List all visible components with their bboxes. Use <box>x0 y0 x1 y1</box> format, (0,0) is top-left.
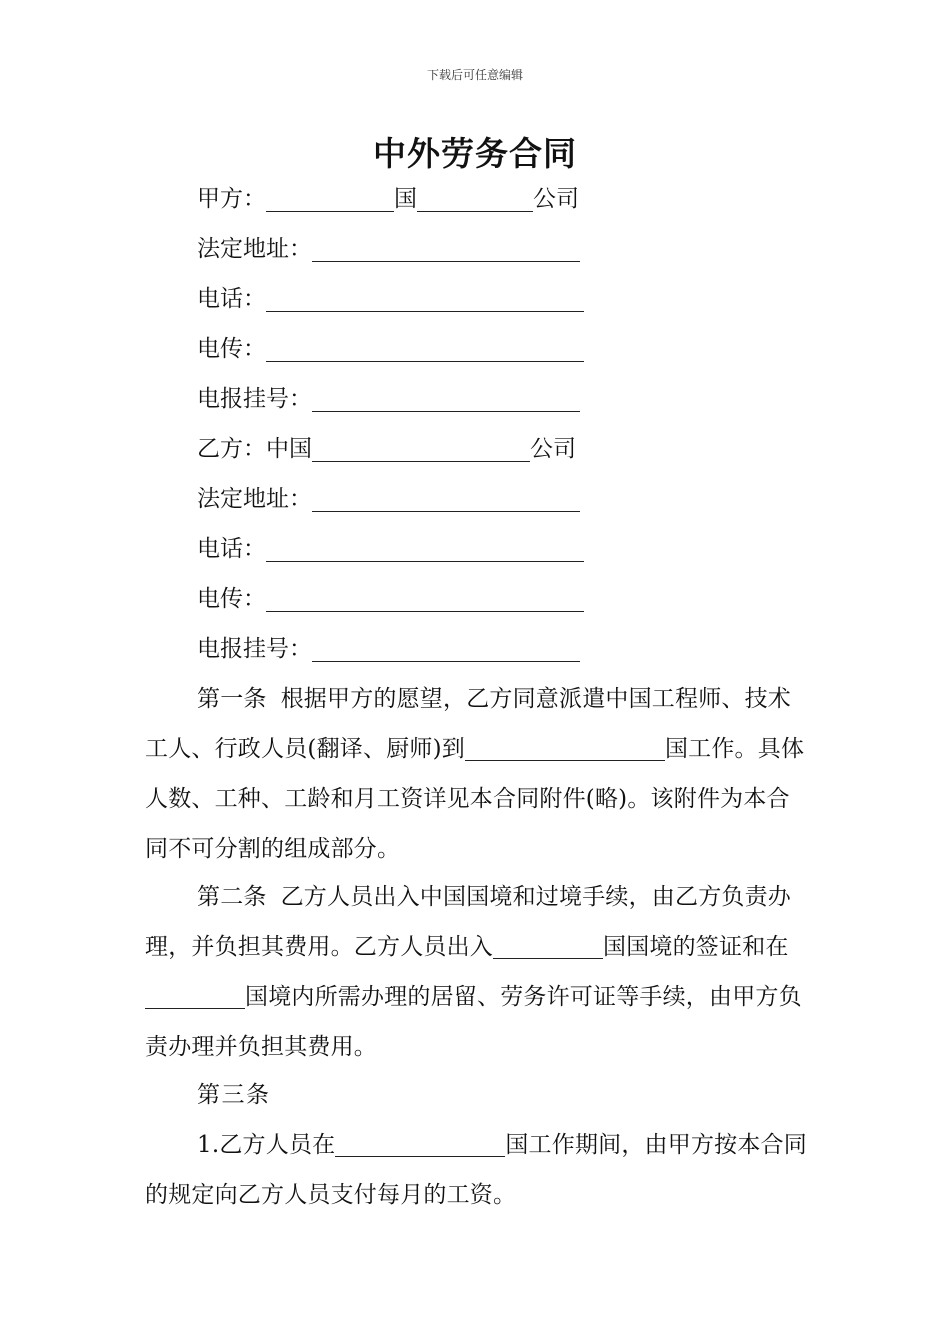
article-2-text-3: 国境内所需办理的居留、劳务许可证等手续，由甲方负责办理并负担其费用。 <box>145 984 802 1060</box>
party-a-telegram-blank <box>312 387 580 412</box>
party-b-line <box>197 432 576 466</box>
party-a-phone-blank <box>266 287 584 312</box>
party-b-fax-blank <box>266 587 584 612</box>
party-a-fax-label: 电传： <box>197 336 266 362</box>
article-3-item-1-text-1: 1.乙方人员在 <box>197 1132 336 1158</box>
article-1-country-blank <box>465 736 665 761</box>
party-a-company-blank <box>417 187 533 212</box>
article-3-heading: 第三条 <box>197 1082 271 1108</box>
party-a-label: 甲方： <box>197 186 266 212</box>
article-2-text-2: 国国境的签证和在 <box>603 934 789 960</box>
party-a-phone-line <box>197 282 584 316</box>
header-note: 下载后可任意编辑 <box>426 68 523 82</box>
article-2-country-blank-1 <box>493 934 603 959</box>
party-a-telegram-line <box>197 382 580 416</box>
party-a-phone-label: 电话： <box>197 286 266 312</box>
party-a-address-line <box>197 232 580 266</box>
party-a-address-blank <box>312 237 580 262</box>
party-a-company-suffix: 公司 <box>533 186 579 212</box>
article-3-item-1 <box>145 1120 807 1220</box>
article-1 <box>145 674 807 874</box>
party-b-address-blank <box>312 487 580 512</box>
party-b-address-line <box>197 482 580 516</box>
party-b-phone-line <box>197 532 584 566</box>
document-title: 中外劳务合同 <box>373 134 577 173</box>
party-a-telegram-label: 电报挂号： <box>197 386 312 412</box>
party-b-telegram-blank <box>312 637 580 662</box>
party-a-address-label: 法定地址： <box>197 236 312 262</box>
article-3-country-blank <box>335 1132 505 1157</box>
party-b-company-suffix: 公司 <box>530 436 576 462</box>
party-b-fax-label: 电传： <box>197 586 266 612</box>
article-3-item-1-text-2: 国工作期间，由甲方按本合同的规定向乙方人员支付每月的工资。 <box>145 1132 807 1208</box>
party-a-country-suffix: 国 <box>394 186 417 212</box>
party-a-fax-blank <box>266 337 584 362</box>
party-b-telegram-label: 电报挂号： <box>197 636 312 662</box>
party-b-fax-line <box>197 582 584 616</box>
article-2-country-blank-2 <box>145 984 245 1009</box>
party-a-fax-line <box>197 332 584 366</box>
party-b-label: 乙方：中国 <box>197 436 312 462</box>
article-2-text-1: 乙方人员出入中国国境和过境手续，由乙方负责办理，并负担其费用。乙方人员出入 <box>145 884 792 960</box>
party-a-line <box>197 182 579 216</box>
party-a-country-blank <box>266 187 394 212</box>
party-b-address-label: 法定地址： <box>197 486 312 512</box>
article-1-heading: 第一条 <box>197 686 267 712</box>
party-b-telegram-line <box>197 632 580 666</box>
party-b-phone-label: 电话： <box>197 536 266 562</box>
article-2 <box>145 872 807 1072</box>
article-2-heading: 第二条 <box>197 884 267 910</box>
article-1-text-1: 根据甲方的愿望，乙方同意派遣中国工程师、技术工人、行政人员(翻译、厨师)到 <box>145 686 792 762</box>
article-1-text-2: 国工作。具体人数、工种、工龄和月工资详见本合同附件(略)。该附件为本合同不可分割的组成部分。 <box>145 736 805 862</box>
party-b-company-blank <box>312 437 530 462</box>
party-b-phone-blank <box>266 537 584 562</box>
